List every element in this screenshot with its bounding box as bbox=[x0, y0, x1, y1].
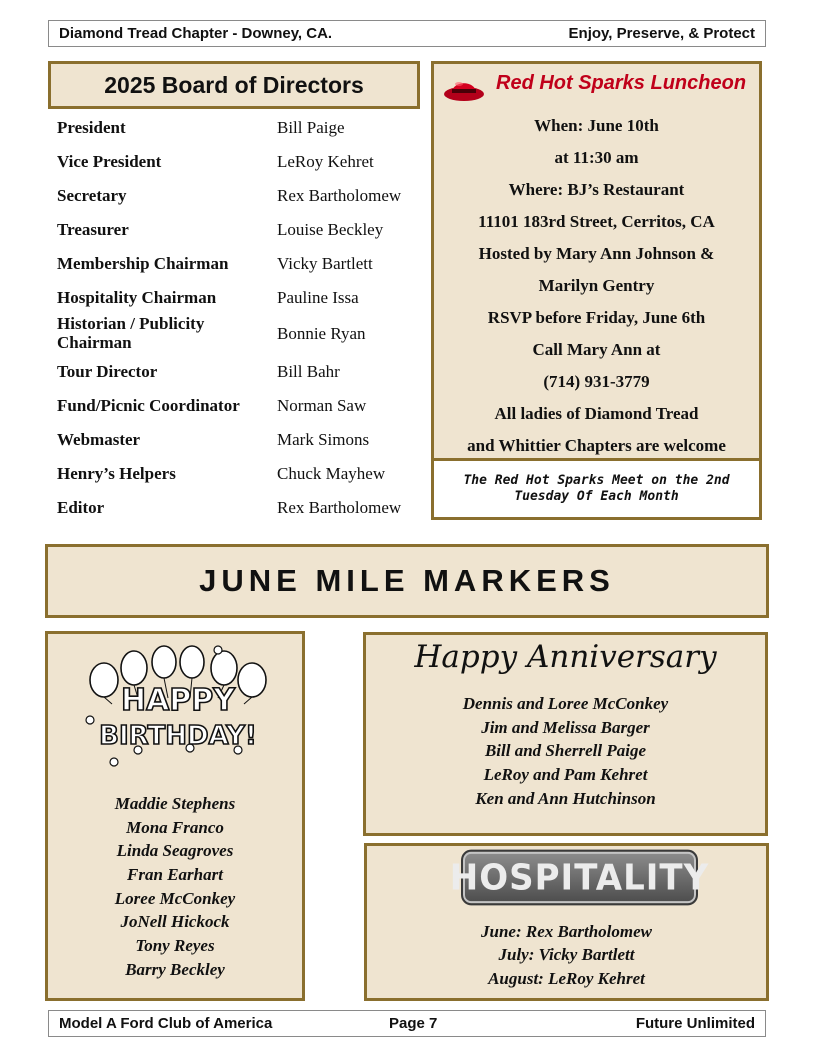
chapter-name: Diamond Tread Chapter - Downey, CA. bbox=[59, 25, 333, 42]
luncheon-title: Red Hot Sparks Luncheon bbox=[496, 72, 747, 94]
happy-art-text: HAPPY bbox=[120, 683, 236, 718]
page-header bbox=[48, 20, 766, 47]
board-title: 2025 Board of Directors bbox=[104, 71, 364, 98]
board-role: Historian / Publicity Chairman bbox=[57, 314, 205, 352]
birthday-name: Barry Beckley bbox=[125, 959, 225, 979]
page-number: Page 7 bbox=[389, 1015, 438, 1032]
birthday-art-text: BIRTHDAY! bbox=[99, 721, 257, 751]
board-role: Hospitality Chairman bbox=[57, 288, 217, 307]
birthday-name: Maddie Stephens bbox=[114, 794, 236, 813]
board-role: Membership Chairman bbox=[57, 254, 229, 273]
board-role: Treasurer bbox=[57, 220, 129, 239]
board-name: Bonnie Ryan bbox=[277, 324, 366, 343]
hospitality-badge: HOSPITALITY bbox=[461, 850, 698, 906]
board-name: LeRoy Kehret bbox=[277, 152, 374, 171]
board-name: Bill Bahr bbox=[277, 362, 340, 381]
birthday-name: Linda Seagroves bbox=[116, 841, 234, 861]
board-name: Louise Beckley bbox=[277, 220, 384, 239]
luncheon-line: All ladies of Diamond Tread bbox=[494, 404, 699, 423]
luncheon-details bbox=[434, 110, 759, 462]
luncheon-line: at 11:30 am bbox=[554, 148, 639, 167]
luncheon-line: (714) 931-3779 bbox=[543, 372, 650, 391]
luncheon-line: and Whittier Chapters are welcome bbox=[467, 436, 726, 455]
hospitality-line: July: Vicky Bartlett bbox=[498, 945, 635, 965]
board-name: Pauline Issa bbox=[277, 288, 359, 307]
luncheon-line: When: June 10th bbox=[534, 116, 659, 135]
board-role: President bbox=[57, 118, 126, 137]
newsletter-slogan: Future Unlimited bbox=[635, 1015, 755, 1032]
luncheon-panel bbox=[431, 61, 762, 520]
board-name: Mark Simons bbox=[277, 430, 370, 449]
luncheon-line: Hosted by Mary Ann Johnson & bbox=[478, 244, 715, 263]
luncheon-note: The Red Hot Sparks Meet on the 2nd Tuesday Of Each Month bbox=[434, 458, 759, 517]
birthday-name: Fran Earhart bbox=[127, 865, 223, 885]
board-role: Henry’s Helpers bbox=[57, 464, 176, 483]
anniversary-title: Happy Anniversary bbox=[414, 639, 717, 675]
birthday-name: Tony Reyes bbox=[135, 936, 215, 956]
anniversary-couple: LeRoy and Pam Kehret bbox=[483, 765, 648, 785]
anniversary-couple: Bill and Sherrell Paige bbox=[484, 741, 647, 761]
hospitality-line: August: LeRoy Kehret bbox=[488, 968, 645, 988]
mile-markers-title: JUNE MILE MARKERS bbox=[199, 563, 615, 598]
luncheon-line: Call Mary Ann at bbox=[532, 340, 661, 359]
board-role: Editor bbox=[57, 498, 105, 517]
luncheon-line: Marilyn Gentry bbox=[538, 276, 655, 295]
luncheon-line: 11101 183rd Street, Cerritos, CA bbox=[478, 212, 715, 231]
birthday-name: Loree McConkey bbox=[114, 888, 236, 908]
anniversary-panel bbox=[363, 632, 768, 836]
club-name: Model A Ford Club of America bbox=[59, 1015, 273, 1032]
board-role: Webmaster bbox=[57, 430, 141, 449]
mile-markers-banner bbox=[45, 544, 769, 618]
board-role: Tour Director bbox=[57, 362, 158, 381]
board-role: Fund/Picnic Coordinator bbox=[57, 396, 240, 415]
hospitality-list bbox=[367, 920, 766, 990]
board-name: Norman Saw bbox=[277, 396, 367, 415]
board-name: Rex Bartholomew bbox=[277, 186, 402, 205]
board-role: Secretary bbox=[57, 186, 127, 205]
anniversary-couple: Ken and Ann Hutchinson bbox=[475, 788, 656, 808]
board-name: Vicky Bartlett bbox=[277, 254, 373, 273]
board-role: Vice President bbox=[57, 152, 162, 171]
anniversary-list bbox=[366, 692, 765, 810]
red-hat-icon bbox=[442, 74, 486, 104]
luncheon-line: Where: BJ’s Restaurant bbox=[508, 180, 685, 199]
board-name: Bill Paige bbox=[277, 118, 345, 137]
anniversary-couple: Jim and Melissa Barger bbox=[481, 717, 650, 737]
birthday-panel bbox=[45, 631, 305, 1001]
birthday-name: JoNell Hickock bbox=[120, 912, 230, 932]
birthday-list bbox=[48, 792, 302, 982]
hospitality-panel bbox=[364, 843, 769, 1001]
happy-birthday-balloons-icon bbox=[78, 638, 278, 773]
club-motto: Enjoy, Preserve, & Protect bbox=[568, 25, 755, 42]
luncheon-line: RSVP before Friday, June 6th bbox=[487, 308, 706, 327]
page-footer bbox=[48, 1010, 766, 1037]
board-title-box bbox=[48, 61, 420, 109]
anniversary-couple: Dennis and Loree McConkey bbox=[462, 694, 669, 713]
birthday-name: Mona Franco bbox=[126, 817, 224, 837]
hospitality-line: June: Rex Bartholomew bbox=[481, 922, 652, 941]
board-name: Rex Bartholomew bbox=[277, 498, 402, 517]
board-name: Chuck Mayhew bbox=[277, 464, 386, 483]
